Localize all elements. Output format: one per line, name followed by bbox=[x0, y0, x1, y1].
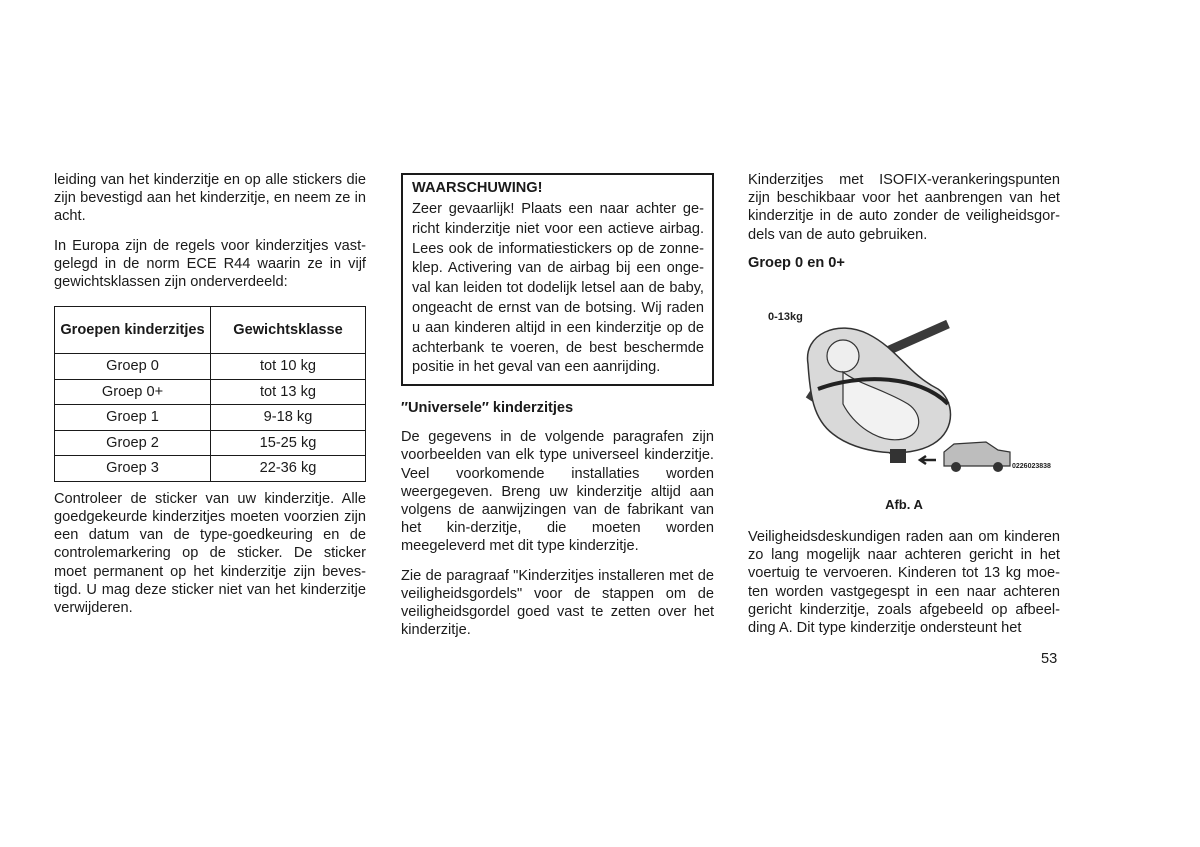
table-cell-weight: 22-36 kg bbox=[211, 456, 366, 482]
page-number: 53 bbox=[1041, 651, 1058, 667]
buckle-icon bbox=[890, 449, 906, 463]
paragraph-ece-r44: In Europa zijn de regels voor kinderzitjes vast-gelegd in de norm ECE R44 waarin ze in vijf gewichtsklassen zijn onderverdeeld: bbox=[54, 237, 366, 291]
direction-arrow-icon bbox=[920, 456, 936, 464]
paragraph-isofix: Kinderzitjes met ISOFIX-verankeringspunten zijn beschikbaar voor het aanbrengen van het kinderzitje in de auto zonder de veiligheidsgor-dels van de auto gebruiken. bbox=[748, 172, 1060, 243]
table-header-groups: Groepen kinderzitjes bbox=[55, 307, 211, 354]
table-header-weight: Gewichtsklasse bbox=[211, 307, 366, 354]
table-cell-group: Groep 3 bbox=[55, 456, 211, 482]
car-wheel-front bbox=[951, 462, 961, 472]
table-cell-weight: tot 13 kg bbox=[211, 379, 366, 405]
warning-body: Zeer gevaarlijk! Plaats een naar achter ge-richt kinderzitje niet voor een actieve airbag. Lees ook de informatiestickers op de zonne-klep. Activering van de airbag bij een onge-val kan leiden tot dodelijk letsel aan de baby, ongeacht de ernst van de botsing. Wij raden u aan kinderen altijd in een kinderzitje op de achterbank te voeren, de best beschermde positie in het geval van een aanrijding. bbox=[412, 201, 704, 376]
warning-box bbox=[401, 173, 714, 386]
car-wheel-rear bbox=[993, 462, 1003, 472]
table-row bbox=[55, 430, 366, 456]
table-cell-group: Groep 1 bbox=[55, 405, 211, 431]
section-heading-universal-seats: ″Universele″ kinderzitjes bbox=[401, 400, 574, 417]
figure-caption: Afb. A bbox=[885, 496, 923, 512]
table-cell-weight: tot 10 kg bbox=[211, 354, 366, 380]
weight-class-table bbox=[54, 306, 366, 482]
section-heading-group-0: Groep 0 en 0+ bbox=[748, 254, 845, 271]
table-row bbox=[55, 456, 366, 482]
right-column bbox=[748, 171, 1060, 648]
weight-label: 0-13kg bbox=[768, 310, 803, 323]
warning-title: WAARSCHUWING! bbox=[412, 180, 543, 196]
left-column bbox=[54, 171, 366, 628]
figure-rear-facing-seat bbox=[748, 294, 1060, 494]
table-cell-weight: 9-18 kg bbox=[211, 405, 366, 431]
table-row bbox=[55, 405, 366, 431]
table-header-row bbox=[55, 307, 366, 354]
table-cell-group: Groep 0+ bbox=[55, 379, 211, 405]
paragraph-universal-examples: De gegevens in de volgende paragrafen zijn voorbeelden van elk type universeel kinderzitje. Veel voorkomende installaties worden weergegeven. Breng uw kinderzitje altijd aan volgens de aanwijzingen van de fabrikant van het kin-derzitje, die moeten worden meegeleverd met dit type kinderzitje. bbox=[401, 429, 714, 555]
paragraph-sticker-check: Controleer de sticker van uw kinderzitje. Alle goedgekeurde kinderzitjes moeten voorzien zijn een datum van de type-goedkeuring en de controlemarkering op de sticker. De sticker moet permanent op het kinderzitje zijn beves-tigd. U mag deze sticker niet van het kinderzitje verwijderen. bbox=[54, 490, 366, 616]
table-row bbox=[55, 354, 366, 380]
child-seat-illustration bbox=[748, 294, 1060, 494]
paragraph-see-section: Zie de paragraaf "Kinderzitjes installeren met de veiligheidsgordels" voor de stappen om de veiligheidsgordel goed vast te zetten over het kinderzitje. bbox=[401, 567, 714, 639]
figure-code: 0226023838 bbox=[1012, 462, 1051, 470]
table-cell-group: Groep 2 bbox=[55, 430, 211, 456]
paragraph-intro: leiding van het kinderzitje en op alle stickers die zijn bevestigd aan het kinderzitje, en neem ze in acht. bbox=[54, 172, 366, 225]
table-cell-group: Groep 0 bbox=[55, 354, 211, 380]
paragraph-safety-experts: Veiligheidsdeskundigen raden aan om kinderen zo lang mogelijk naar achteren gericht in het voertuig te vervoeren. Kinderen tot 13 kg moe-ten worden vastgegespt in een naar achteren gericht kinderzitje, zoals afgebeeld op afbeel-ding A. Dit type kinderzitje ondersteunt het bbox=[748, 529, 1060, 637]
middle-column bbox=[401, 171, 714, 650]
table-cell-weight: 15-25 kg bbox=[211, 430, 366, 456]
baby-head-icon bbox=[827, 340, 859, 372]
car-icon bbox=[944, 442, 1010, 466]
table-row bbox=[55, 379, 366, 405]
